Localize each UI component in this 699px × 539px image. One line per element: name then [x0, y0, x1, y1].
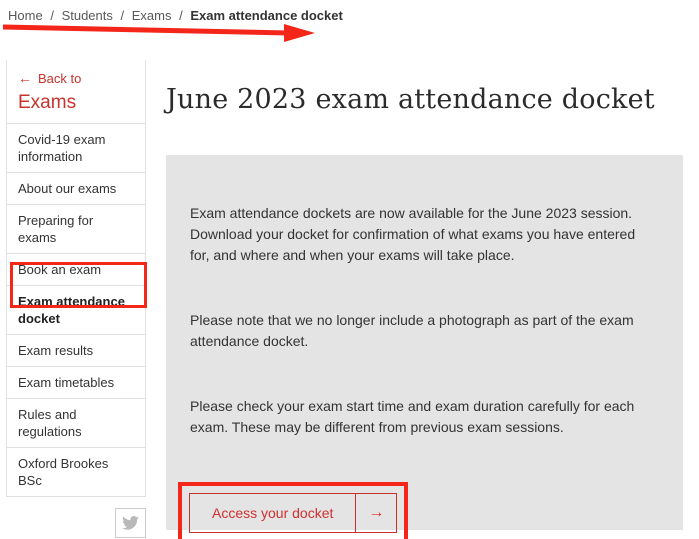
breadcrumb-link-exams[interactable]: Exams — [131, 8, 172, 23]
sidebar-item-rules-and-regulations[interactable]: Rules and regulations — [7, 398, 145, 447]
content-panel — [166, 155, 683, 530]
paragraph-no-photograph: Please note that we no longer include a photograph as part of the exam attendance docket. — [190, 312, 634, 349]
twitter-icon — [122, 516, 139, 530]
sidebar-item-exam-timetables[interactable]: Exam timetables — [7, 366, 145, 398]
sidebar-item-book-an-exam[interactable]: Book an exam — [7, 253, 145, 285]
arrow-right-icon: → — [355, 494, 396, 532]
breadcrumb — [8, 8, 343, 23]
annotation-arrow — [0, 21, 320, 45]
back-label: Back to — [38, 71, 82, 86]
breadcrumb-link-students[interactable]: Students — [61, 8, 113, 23]
sidebar — [6, 60, 146, 497]
breadcrumb-separator: / — [50, 8, 54, 23]
breadcrumb-link-home[interactable]: Home — [8, 8, 43, 23]
access-your-docket-button[interactable] — [189, 493, 397, 533]
paragraph-dockets-available: Exam attendance dockets are now available for the June 2023 session. Download your docket for confirmation of what exams you have entered for, and where and when your exams will take place. — [190, 205, 636, 263]
back-target-label: Exams — [18, 92, 77, 113]
paragraph-check-start-time: Please check your exam start time and exam duration carefully for each exam. These may be different from previous exam sessions. — [190, 398, 635, 435]
breadcrumb-separator: / — [179, 8, 183, 23]
sidebar-item-about-our-exams[interactable]: About our exams — [7, 172, 145, 204]
page-title: June 2023 exam attendance docket — [166, 84, 655, 115]
sidebar-item-covid-19-exam-information[interactable]: Covid-19 exam information — [7, 123, 145, 172]
sidebar-item-exam-results[interactable]: Exam results — [7, 334, 145, 366]
access-docket-label: Access your docket — [212, 505, 334, 521]
sidebar-item-exam-attendance-docket[interactable]: Exam attendance docket — [7, 285, 145, 334]
sidebar-item-preparing-for-exams[interactable]: Preparing for exams — [7, 204, 145, 253]
annotation-box-access-button — [178, 482, 408, 539]
sidebar-bottom-divider — [7, 496, 145, 497]
sidebar-back-link[interactable] — [7, 60, 145, 123]
sidebar-item-oxford-brookes-bsc[interactable]: Oxford Brookes BSc — [7, 447, 145, 496]
breadcrumb-separator: / — [120, 8, 125, 23]
back-arrow-icon: ← — [18, 70, 32, 86]
breadcrumb-current-page: Exam attendance docket — [190, 8, 343, 23]
twitter-share-button[interactable] — [115, 508, 146, 538]
